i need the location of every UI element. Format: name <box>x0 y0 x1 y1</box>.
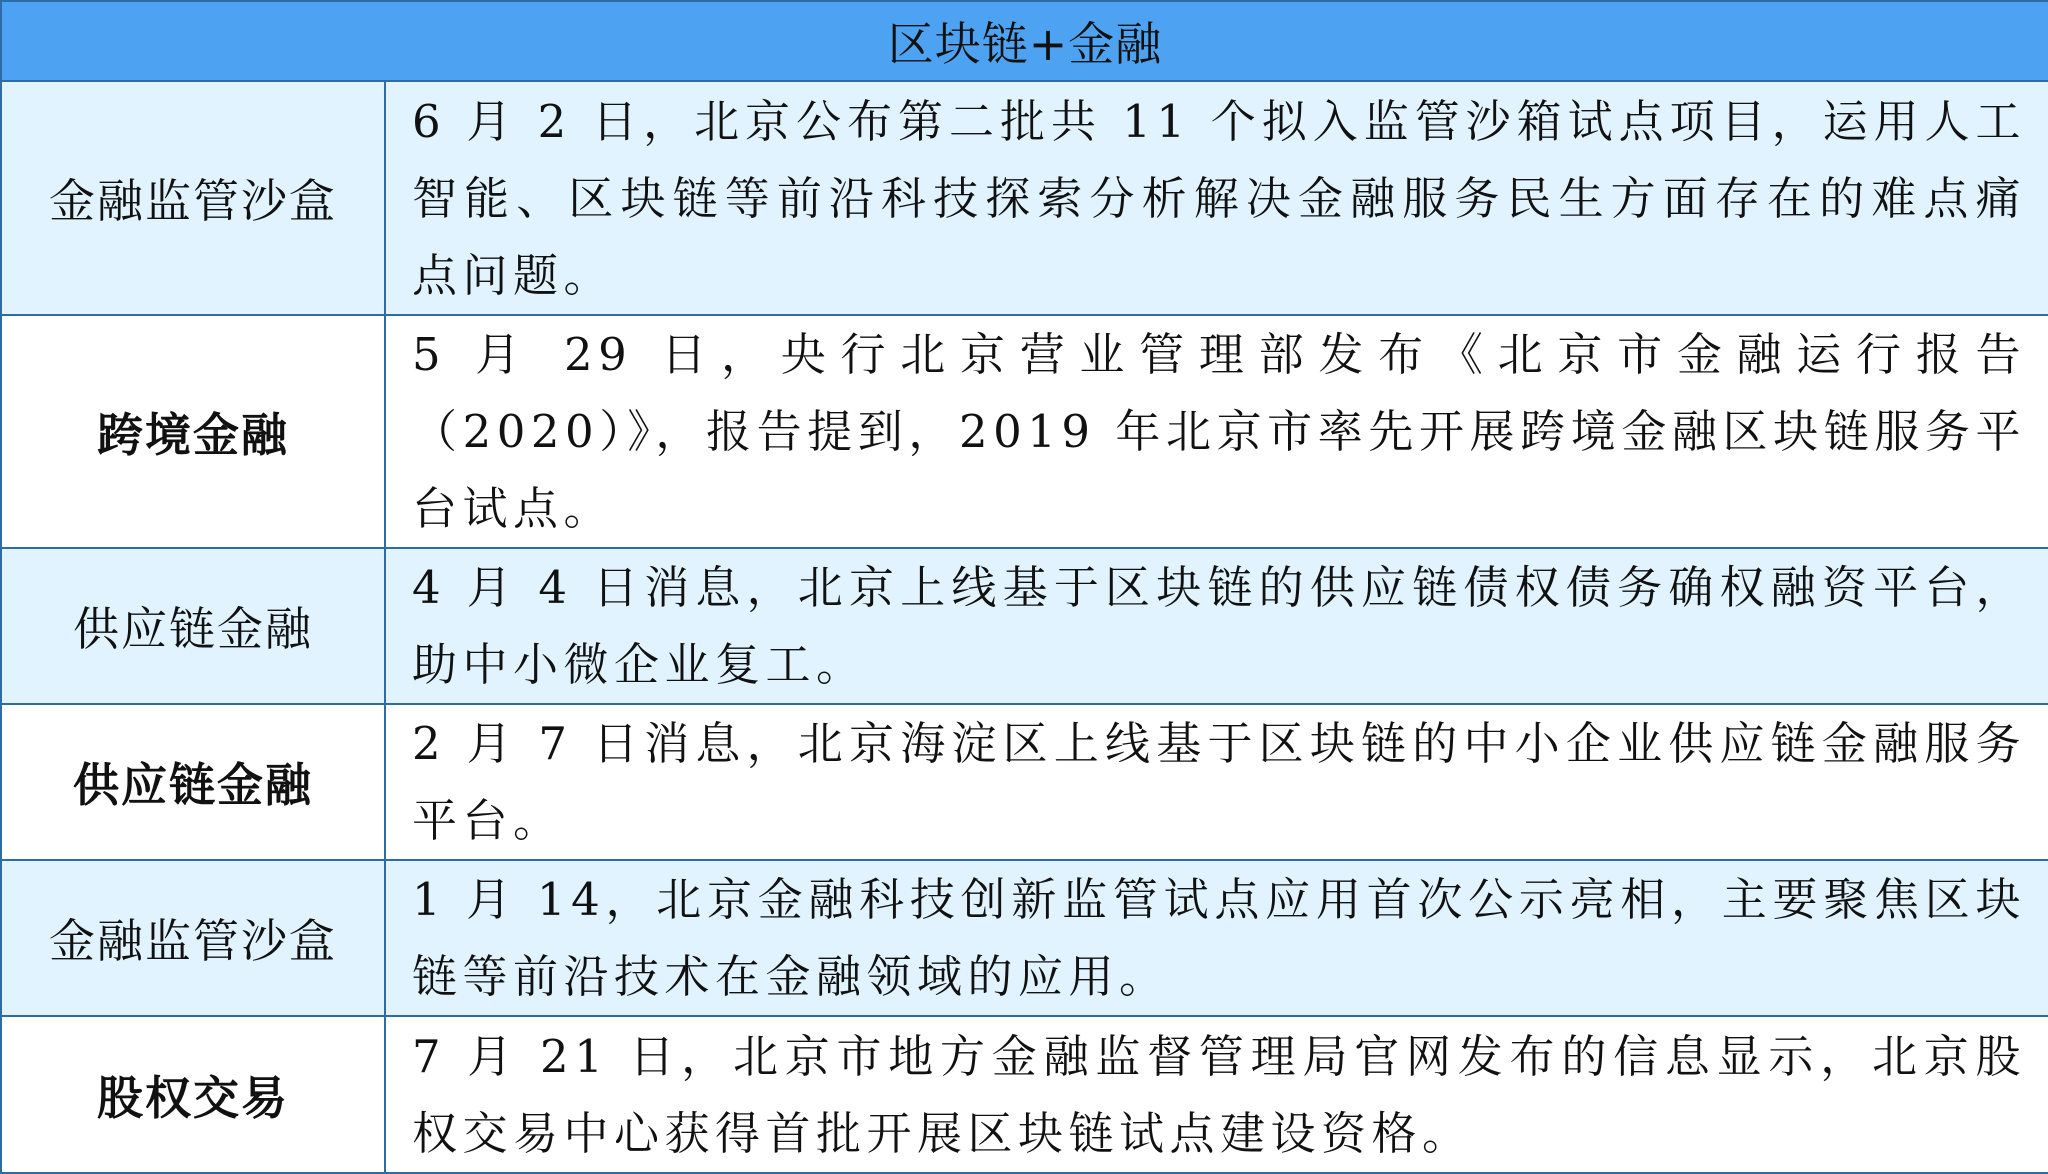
category-cell: 跨境金融 <box>1 315 385 548</box>
table-row <box>1 81 2048 315</box>
table-row <box>1 548 2048 704</box>
category-cell: 供应链金融 <box>1 548 385 704</box>
table-row <box>1 860 2048 1016</box>
description-cell: 2 月 7 日消息，北京海淀区上线基于区块链的中小企业供应链金融服务平台。 <box>385 704 2048 860</box>
description-cell: 4 月 4 日消息，北京上线基于区块链的供应链债权债务确权融资平台，助中小微企业复工。 <box>385 548 2048 704</box>
table-row <box>1 1016 2048 1173</box>
description-cell: 5 月 29 日，央行北京营业管理部发布《北京市金融运行报告（2020）》，报告提到，2019 年北京市率先开展跨境金融区块链服务平台试点。 <box>385 315 2048 548</box>
table-title: 区块链+金融 <box>1 1 2048 81</box>
category-cell: 股权交易 <box>1 1016 385 1173</box>
category-cell: 金融监管沙盒 <box>1 81 385 315</box>
description-cell: 7 月 21 日，北京市地方金融监督管理局官网发布的信息显示，北京股权交易中心获得首批开展区块链试点建设资格。 <box>385 1016 2048 1173</box>
category-cell: 金融监管沙盒 <box>1 860 385 1016</box>
table-header-row <box>1 1 2048 81</box>
table-row <box>1 315 2048 548</box>
category-cell: 供应链金融 <box>1 704 385 860</box>
table-row <box>1 704 2048 860</box>
description-cell: 1 月 14，北京金融科技创新监管试点应用首次公示亮相，主要聚焦区块链等前沿技术在金融领域的应用。 <box>385 860 2048 1016</box>
description-cell: 6 月 2 日，北京公布第二批共 11 个拟入监管沙箱试点项目，运用人工智能、区块链等前沿科技探索分析解决金融服务民生方面存在的难点痛点问题。 <box>385 81 2048 315</box>
